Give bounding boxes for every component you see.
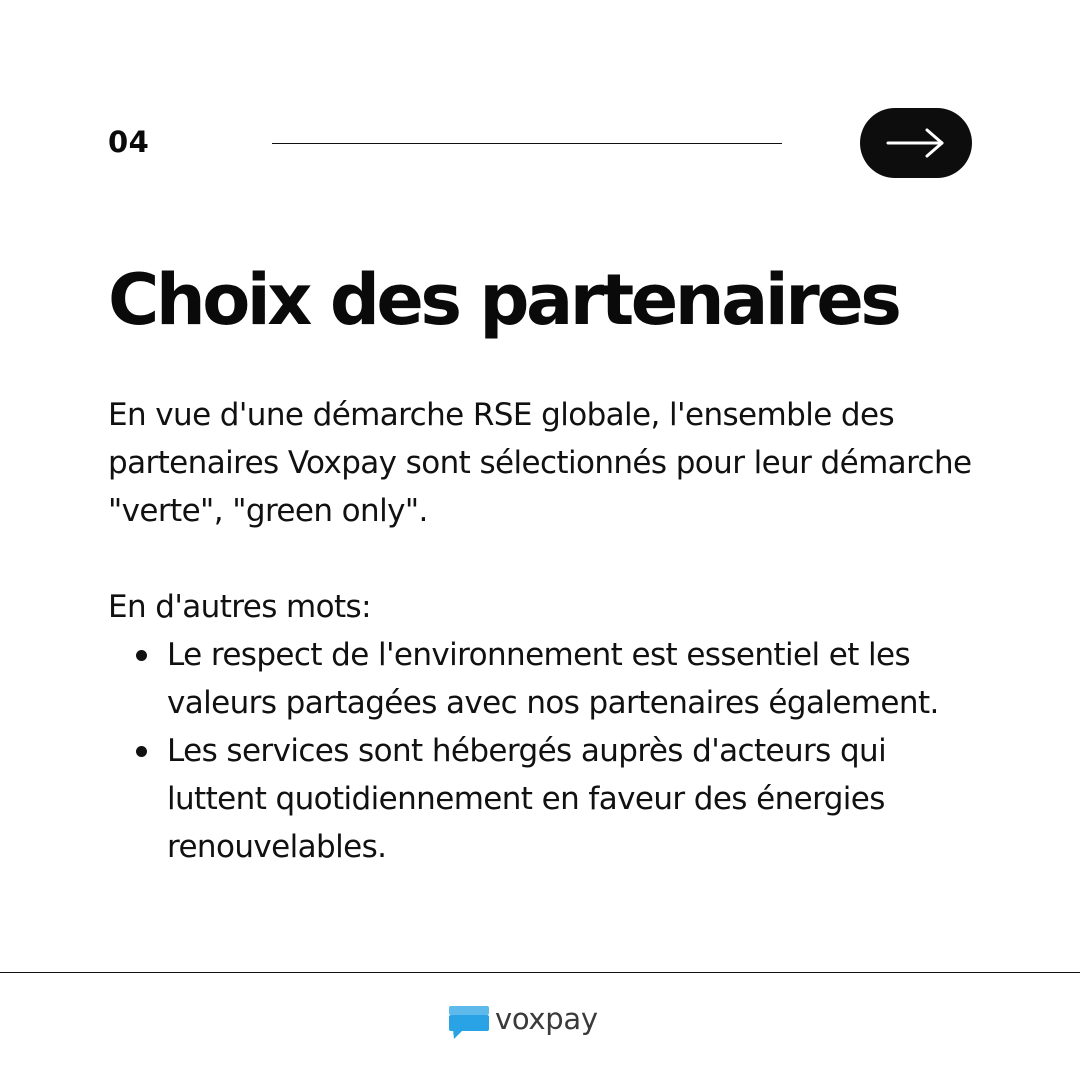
bullet-list: [108, 631, 978, 871]
bullet-dot: [136, 650, 147, 661]
next-button[interactable]: [860, 108, 972, 178]
brand-name: voxpay: [495, 1002, 598, 1036]
bullet-dot: [136, 746, 147, 757]
chat-bubble-icon: [447, 1004, 491, 1040]
bullet-item: [108, 727, 978, 871]
brand-logo: [447, 1000, 598, 1044]
lead-text: En d'autres mots:: [108, 589, 371, 625]
intro-paragraph: En vue d'une démarche RSE globale, l'ensemble des partenaires Voxpay sont sélectionnés pour leur démarche "verte", "green only".: [108, 397, 972, 529]
arrow-right-icon: [885, 126, 947, 160]
body-content: [108, 391, 978, 871]
top-divider: [272, 143, 782, 144]
page-title: Choix des partenaires: [108, 259, 899, 341]
bottom-divider: [0, 972, 1080, 973]
bullet-item: [108, 631, 978, 727]
page-number: 04: [108, 125, 150, 159]
bullet-text: Le respect de l'environnement est essentiel et les valeurs partagées avec nos partenaires également.: [167, 637, 939, 721]
bullet-text: Les services sont hébergés auprès d'acteurs qui luttent quotidiennement en faveur des énergies renouvelables.: [167, 733, 887, 865]
